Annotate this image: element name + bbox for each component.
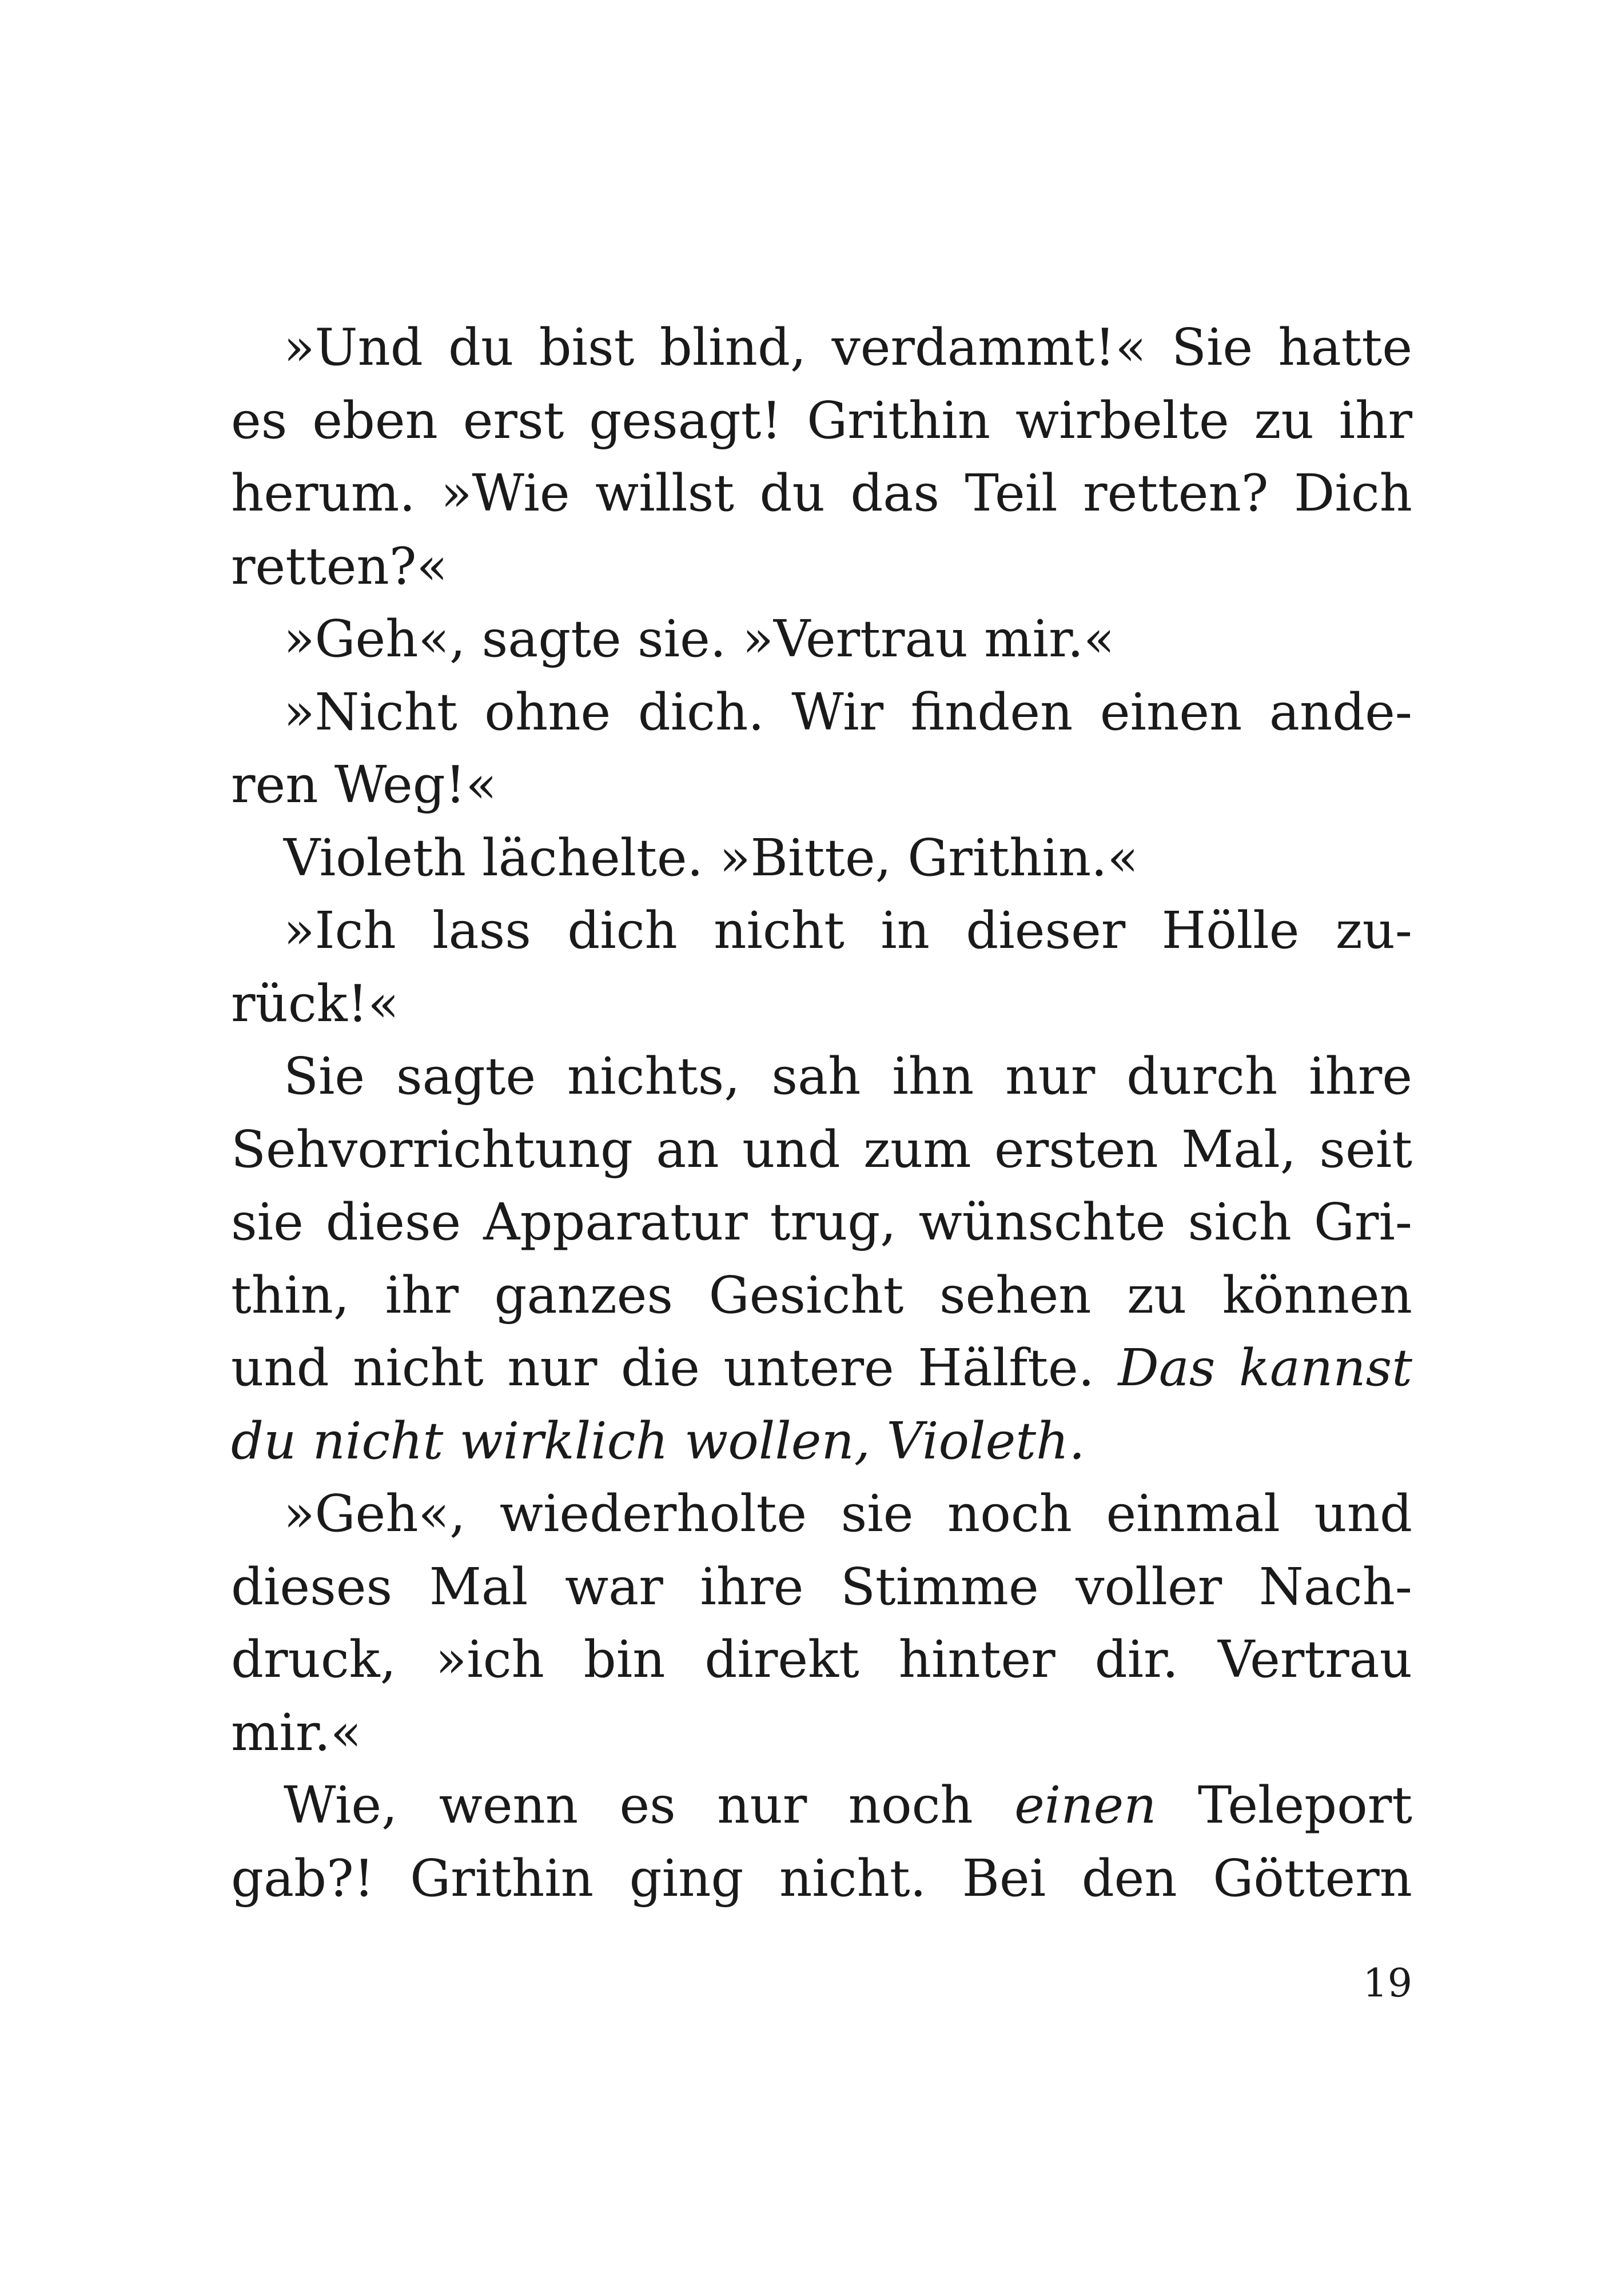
text-segment: Wie, wenn es nur noch [284,1775,1015,1835]
text-line: Sehvorrichtung an und zum ersten Mal, seit [231,1119,1412,1179]
text-line: retten?« [231,536,448,596]
text-line: rück!« [231,973,399,1033]
text-segment: Teleport [1156,1775,1413,1835]
text-line: thin, ihr ganzes Gesicht sehen zu können [231,1265,1412,1325]
text-segment: und nicht nur die untere Hälfte. [231,1338,1118,1397]
text-line: druck, »ich bin direkt hinter dir. Vertrau [231,1629,1412,1689]
text-line: ren Weg!« [231,755,497,814]
italic-segment: einen [1014,1775,1157,1835]
text-line: mir.« [231,1702,362,1762]
page-number: 19 [1363,1961,1412,2006]
text-line: sie diese Apparatur trug, wünschte sich Gri- [231,1192,1412,1251]
text-line: »Ich lass dich nicht in dieser Hölle zu- [284,900,1412,960]
text-line-italic: du nicht wirklich wollen, Violeth. [231,1410,1085,1470]
text-line: Sie sagte nichts, sah ihn nur durch ihre [284,1046,1412,1106]
text-line-mixed [231,1769,1412,1842]
text-line: Violeth lächelte. »Bitte, Grithin.« [284,827,1138,887]
italic-segment: Das kannst [1118,1338,1412,1397]
text-line: dieses Mal war ihre Stimme voller Nach- [231,1556,1412,1616]
text-line: »Nicht ohne dich. Wir finden einen ande- [284,681,1412,742]
text-line: »Geh«, sagte sie. »Vertrau mir.« [284,609,1115,668]
text-line: gab?! Grithin ging nicht. Bei den Göttern [231,1848,1412,1908]
text-line: »Geh«, wiederholte sie noch einmal und [284,1484,1412,1543]
body-text [231,311,1412,1915]
text-line: herum. »Wie willst du das Teil retten? Dich [231,463,1412,523]
text-line: »Und du bist blind, verdammt!« Sie hatte [284,317,1412,377]
text-line: es eben erst gesagt! Grithin wirbelte zu ihr [231,390,1412,450]
text-line-mixed [231,1332,1412,1405]
